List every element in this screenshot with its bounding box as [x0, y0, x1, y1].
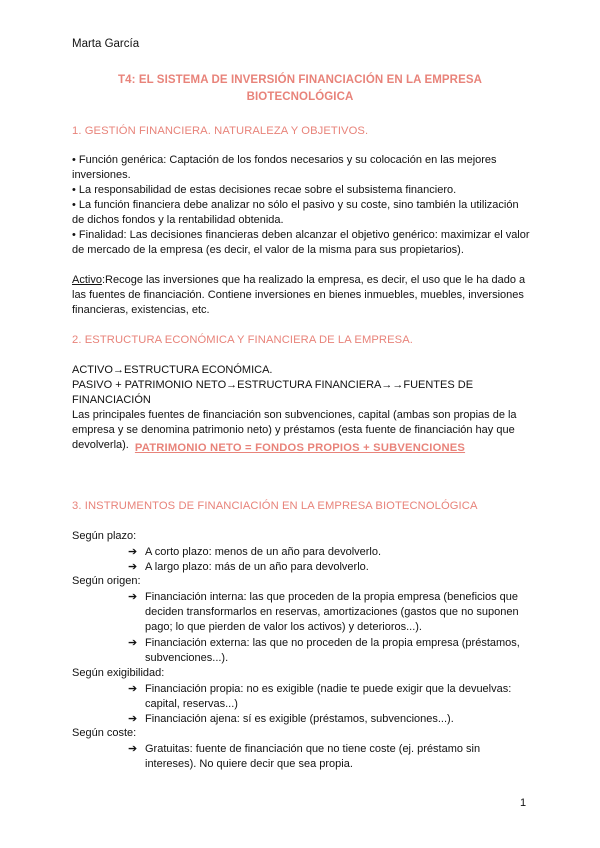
group-label-exigibilidad: Según exigibilidad:: [72, 667, 165, 679]
group-label-coste: Según coste:: [72, 727, 137, 739]
list-item: ➔ Financiación externa: las que no proceden de la propia empresa (préstamos, subvenciones...).: [128, 637, 520, 664]
section-3-heading: 3. INSTRUMENTOS DE FINANCIACIÓN EN LA EMPRESA BIOTECNOLÓGICA: [72, 500, 478, 512]
bullet-item: • Función genérica: Captación de los fondos necesarios y su colocación en las mejores inversiones.: [72, 154, 497, 181]
group-label-plazo: Según plazo:: [72, 530, 137, 542]
list-item: ➔ A largo plazo: más de un año para devolverlo.: [128, 561, 369, 573]
arrow-right-icon: ➔: [128, 743, 138, 755]
section-1-heading: 1. GESTIÓN FINANCIERA. NATURALEZA Y OBJETIVOS.: [72, 125, 369, 137]
list-item: ➔ Financiación ajena: sí es exigible (préstamos, subvenciones...).: [128, 713, 454, 725]
author-name: Marta García: [72, 38, 140, 50]
patrimonio-equation: PATRIMONIO NETO = FONDOS PROPIOS + SUBVENCIONES: [134, 442, 466, 454]
list-item: ➔ Gratuitas: fuente de financiación que no tiene coste (ej. préstamo sin intereses). No quiere decir que sea propia.: [128, 743, 481, 770]
arrow-right-icon: ➔: [128, 546, 138, 558]
activo-paragraph: [72, 273, 532, 318]
document-title: T4: EL SISTEMA DE INVERSIÓN FINANCIACIÓN EN LA EMPRESA BIOTECNOLÓGICA: [117, 74, 483, 103]
section-2-body: [72, 363, 532, 453]
bullet-item: • La función financiera debe analizar no sólo el pasivo y su coste, sino también la utilización de dichos fondos y la rentabilidad obtenida.: [72, 199, 519, 226]
section-2-heading: 2. ESTRUCTURA ECONÓMICA Y FINANCIERA DE LA EMPRESA.: [72, 334, 414, 346]
activo-line: ACTIVO→ESTRUCTURA ECONÓMICA.: [72, 364, 273, 376]
fuentes-paragraph: Las principales fuentes de financiación son subvenciones, capital (ambas son propias de la empresa y se denomina patrimonio neto) y préstamos (esta fuente de financiación hay que devolverla).: [72, 409, 517, 451]
page-number: 1: [520, 797, 527, 809]
bullet-item: • Finalidad: Las decisiones financieras deben alcanzar el objetivo genérico: maximizar el valor de mercado de la empresa (es decir, el valor de la misma para sus propietarios).: [72, 229, 530, 256]
arrow-right-icon: ➔: [128, 683, 138, 695]
activo-definition: :Recoge las inversiones que ha realizado la empresa, es decir, el uso que le ha dado a las fuentes de financiación. Contiene inversiones en bienes inmuebles, muebles, inversiones financieras, existencias, etc.: [72, 274, 526, 316]
arrow-right-icon: ➔: [128, 561, 138, 573]
list-item: ➔ Financiación propia: no es exigible (nadie te puede exigir que la devuelvas: capital, reservas...): [128, 683, 512, 710]
activo-term: Activo: [72, 274, 102, 286]
list-item: ➔ A corto plazo: menos de un año para devolverlo.: [128, 546, 382, 558]
group-label-origen: Según origen:: [72, 575, 141, 587]
section-1-bullets: [72, 153, 532, 258]
pasivo-line: PASIVO + PATRIMONIO NETO→ESTRUCTURA FINANCIERA→→FUENTES DE FINANCIACIÓN: [72, 379, 474, 406]
bullet-item: • La responsabilidad de estas decisiones recae sobre el subsistema financiero.: [72, 184, 457, 196]
arrow-right-icon: ➔: [128, 591, 138, 603]
arrow-right-icon: ➔: [128, 713, 138, 725]
arrow-right-icon: ➔: [128, 637, 138, 649]
list-item: ➔ Financiación interna: las que proceden de la propia empresa (beneficios que deciden transformarlos en reservas, amortizaciones (gastos que no suponen pago; lo que pierden de valor los activos) y deterioros...).: [128, 591, 519, 633]
